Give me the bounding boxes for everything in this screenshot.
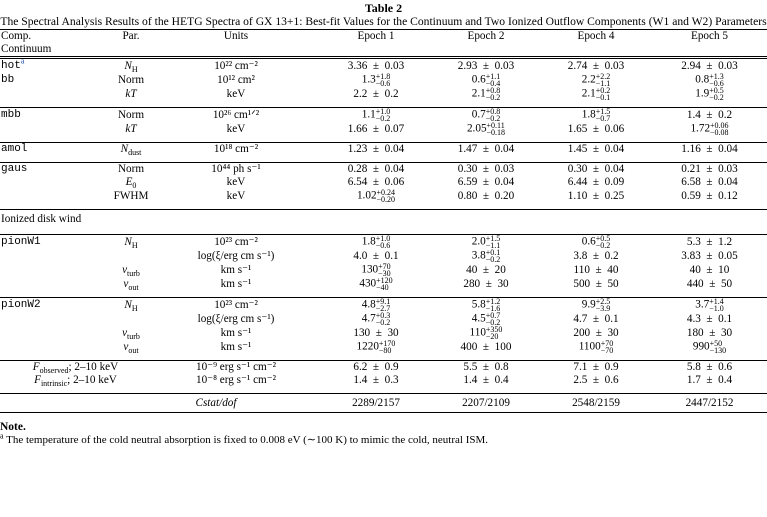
par-ndust-sub: dust bbox=[128, 148, 142, 158]
value-cell: 1.02 +0.24 −0.20 bbox=[356, 188, 396, 204]
value-cell: 1.47 ± 0.04 bbox=[431, 143, 541, 157]
value-cell: 1.72 +0.06 −0.08 bbox=[690, 121, 729, 137]
value-cell: 400 ± 100 bbox=[460, 340, 512, 353]
value-cell: 3.8 +0.1 −0.2 bbox=[471, 248, 501, 264]
value-cell: 1.1 +1.0 −0.2 bbox=[321, 108, 431, 123]
unit-cell: 10⁻⁸ erg s⁻¹ cm⁻² bbox=[195, 374, 276, 386]
header-comp: Comp. bbox=[0, 30, 111, 44]
unit-cell: km s⁻¹ bbox=[220, 263, 252, 276]
value-cell: 4.3 ± 0.1 bbox=[686, 312, 733, 325]
unit-cell: 10²² cm⁻² bbox=[214, 59, 258, 72]
table-row bbox=[0, 87, 767, 101]
value-cell: 1.8 +1.5 −0.7 bbox=[541, 108, 651, 123]
value-cell: 1.8 +1.0 −0.6 bbox=[321, 235, 431, 250]
header-epoch-5: Epoch 5 bbox=[651, 30, 767, 44]
value-cell: 1.10 ± 0.25 bbox=[567, 189, 625, 202]
par-e0-sub: 0 bbox=[132, 181, 137, 191]
table-row bbox=[0, 73, 767, 87]
table-row bbox=[0, 122, 767, 136]
table-row bbox=[0, 298, 767, 313]
value-cell: 0.30 ± 0.03 bbox=[431, 163, 541, 177]
value-cell: 130 ± 30 bbox=[353, 326, 399, 339]
par-nh-sub: H bbox=[131, 64, 138, 74]
value-cell: 4.8 +9.1 −2.7 bbox=[321, 298, 431, 313]
value-cell: 2289/2157 bbox=[321, 394, 431, 413]
note-text: The temperature of the cold neutral absorption is fixed to 0.008 eV (∼100 K) to mimic the cold, neutral ISM. bbox=[6, 434, 489, 446]
value-cell: 6.2 ± 0.9 bbox=[321, 361, 431, 375]
value-cell: 1.9 +0.5 −0.2 bbox=[695, 86, 724, 102]
comp-gaus: gaus bbox=[0, 163, 111, 177]
value-cell: 6.44 ± 0.09 bbox=[567, 176, 625, 188]
par-cell: Norm bbox=[117, 73, 145, 86]
flux-band: ; 2–10 keV bbox=[67, 374, 117, 386]
unit-cell: keV bbox=[226, 122, 246, 135]
value-cell: 1.66 ± 0.07 bbox=[347, 122, 405, 135]
par-cell: log(ξ/erg cm s⁻¹) bbox=[197, 312, 275, 325]
value-cell: 3.36 ± 0.03 bbox=[347, 59, 405, 72]
value-cell: 7.1 ± 0.9 bbox=[541, 361, 651, 375]
value-cell: 4.0 ± 0.1 bbox=[353, 249, 399, 262]
value-cell: 0.28 ± 0.04 bbox=[321, 163, 431, 177]
value-cell: 2.74 ± 0.03 bbox=[567, 59, 625, 72]
value-cell: 130 +70 −30 bbox=[361, 262, 391, 278]
value-cell: 0.6 +1.1 −0.4 bbox=[471, 72, 501, 88]
table-row bbox=[0, 143, 767, 157]
value-cell: 990 +50 −130 bbox=[692, 339, 727, 355]
comp-hot: hot bbox=[1, 60, 21, 72]
value-cell: 180 ± 30 bbox=[686, 326, 733, 339]
results-table bbox=[0, 29, 767, 413]
header-row-2 bbox=[0, 43, 767, 58]
value-cell: 2.94 ± 0.03 bbox=[681, 59, 738, 72]
value-cell: 3.83 ± 0.05 bbox=[681, 249, 738, 262]
comp-mbb: mbb bbox=[0, 108, 111, 123]
table-row bbox=[0, 394, 767, 413]
value-cell: 6.58 ± 0.04 bbox=[681, 176, 738, 188]
table-row: $F_{intrinsic}$; 2–10 keV 10⁻⁸ erg s⁻¹ cm⁻² 1.4 ± 0.3 1.4 ± 0.4 2.5 ± 0.6 1.7 ± 0.4 bbox=[0, 374, 767, 387]
value-cell: 1.16 ± 0.04 bbox=[651, 143, 767, 157]
value-cell: 200 ± 30 bbox=[573, 326, 619, 339]
unit-cell: 10²³ cm⁻² bbox=[151, 235, 321, 250]
value-cell: 2.1 +0.8 −0.2 bbox=[471, 86, 501, 102]
par-cell: kT bbox=[125, 87, 137, 100]
value-cell: 40 ± 10 bbox=[689, 263, 730, 276]
unit-cell: keV bbox=[226, 87, 246, 100]
table-row bbox=[0, 108, 767, 123]
note-text-line bbox=[0, 431, 767, 447]
header-par: Par. bbox=[111, 30, 151, 44]
value-cell: 1.4 ± 0.3 bbox=[353, 374, 399, 386]
par-cell: Norm bbox=[111, 163, 151, 177]
table-row bbox=[0, 249, 767, 263]
par-cell: Norm bbox=[111, 108, 151, 123]
table-row bbox=[0, 210, 767, 229]
unit-cell: keV bbox=[226, 189, 246, 202]
value-cell: 2.0 +1.5 −1.1 bbox=[431, 235, 541, 250]
value-cell: 4.7 ± 0.1 bbox=[573, 312, 619, 325]
value-cell: 110 ± 40 bbox=[573, 263, 619, 276]
value-cell: 0.59 ± 0.12 bbox=[681, 189, 738, 202]
cstat-label: Cstat/dof bbox=[111, 394, 321, 413]
value-cell: 5.8 ± 0.6 bbox=[651, 361, 767, 375]
table-row: $F_{observed}$; 2–10 keV 10⁻⁹ erg s⁻¹ cm⁻² 6.2 ± 0.9 5.5 ± 0.8 7.1 ± 0.9 5.8 ± 0.6 bbox=[0, 361, 767, 375]
comp-amol: amol bbox=[0, 143, 111, 157]
value-cell: 1.65 ± 0.06 bbox=[567, 122, 625, 135]
header-epoch-1: Epoch 1 bbox=[321, 30, 431, 44]
value-cell: 4.5 +0.7 −0.2 bbox=[471, 311, 501, 327]
table-row: $v_{turb}$ km s⁻¹ 130 +70 −30 40 ± 20 110 ± 40 40 ± 10 bbox=[0, 263, 767, 277]
value-cell: 2447/2152 bbox=[651, 394, 767, 413]
comp-pionw2: pionW2 bbox=[0, 298, 111, 313]
header-epoch-2: Epoch 2 bbox=[431, 30, 541, 44]
value-cell: 2.93 ± 0.03 bbox=[457, 59, 515, 72]
note-heading: Note. bbox=[0, 421, 26, 433]
unit-cell: km s⁻¹ bbox=[220, 326, 252, 339]
value-cell: 500 ± 50 bbox=[573, 277, 619, 290]
value-cell: 2.1 +0.2 −0.1 bbox=[581, 86, 611, 102]
header-row-1 bbox=[0, 30, 767, 44]
table-row bbox=[0, 163, 767, 177]
par-ndust: N bbox=[120, 143, 129, 155]
value-cell: 5.5 ± 0.8 bbox=[431, 361, 541, 375]
value-cell: 1.3 +1.8 −0.6 bbox=[361, 72, 391, 88]
header-epoch-4: Epoch 4 bbox=[541, 30, 651, 44]
value-cell: 1.45 ± 0.04 bbox=[541, 143, 651, 157]
par-cell: kT bbox=[125, 122, 137, 135]
value-cell: 1.4 ± 0.4 bbox=[463, 374, 509, 386]
value-cell: 0.21 ± 0.03 bbox=[651, 163, 767, 177]
value-cell: 40 ± 20 bbox=[466, 263, 506, 276]
par-nh: N bbox=[124, 235, 132, 248]
value-cell: 430 +120 −40 bbox=[359, 276, 393, 292]
value-cell: 1.23 ± 0.04 bbox=[321, 143, 431, 157]
footnote-mark[interactable]: a bbox=[20, 56, 25, 66]
value-cell: 2.2 +2.2 −1.1 bbox=[581, 72, 611, 88]
table-label: Table 2 bbox=[364, 1, 403, 15]
table-row: $v_{out}$ km s⁻¹ 1220 +170 −80 400 ± 100 1100 +70 −70 990 +50 −130 bbox=[0, 340, 767, 354]
value-cell: 9.9 +2.5 −3.9 bbox=[541, 298, 651, 313]
table-caption: The Spectral Analysis Results of the HETG Spectra of GX 13+1: Best-fit Values for the Continuum and Two Ionized Outflow Components (W1 and W2) Parameters bbox=[0, 15, 767, 28]
value-cell: 0.7 +0.8 −0.2 bbox=[431, 108, 541, 123]
comp-bb: bb bbox=[1, 73, 15, 86]
table-row: $v_{out}$ km s⁻¹ 430 +120 −40 280 ± 30 500 ± 50 440 ± 50 bbox=[0, 277, 767, 291]
par-e0: E bbox=[125, 176, 133, 188]
table-row bbox=[0, 312, 767, 326]
value-cell: 2.5 ± 0.6 bbox=[573, 374, 619, 386]
value-cell: 3.7 +1.4 −1.0 bbox=[651, 298, 767, 313]
value-cell: 2.05 +0.11 −0.18 bbox=[466, 121, 506, 137]
value-cell: 1.7 ± 0.4 bbox=[686, 374, 733, 386]
value-cell: 0.6 +0.5 −0.2 bbox=[541, 235, 651, 250]
value-cell: 4.7 +0.3 −0.2 bbox=[361, 311, 391, 327]
unit-cell: 10⁻⁹ erg s⁻¹ cm⁻² bbox=[151, 361, 321, 375]
value-cell: 0.8 +1.3 −0.6 bbox=[695, 72, 724, 88]
value-cell: 1100 +70 −70 bbox=[578, 339, 614, 355]
unit-cell: 10²⁶ cm¹ᐟ² bbox=[151, 108, 321, 123]
value-cell: 6.59 ± 0.04 bbox=[457, 176, 515, 188]
unit-cell: km s⁻¹ bbox=[220, 340, 252, 353]
unit-cell: km s⁻¹ bbox=[220, 277, 252, 290]
value-cell: 2548/2159 bbox=[541, 394, 651, 413]
unit-cell: keV bbox=[226, 176, 246, 188]
par-cell: FWHM bbox=[113, 189, 149, 202]
value-cell: 1220 +170 −80 bbox=[356, 339, 396, 355]
value-cell: 0.30 ± 0.04 bbox=[541, 163, 651, 177]
unit-cell: 10⁴⁴ ph s⁻¹ bbox=[151, 163, 321, 177]
value-cell: 110 +350 −20 bbox=[469, 325, 503, 341]
value-cell: 2207/2109 bbox=[431, 394, 541, 413]
par-nh-sub: H bbox=[131, 303, 138, 313]
value-cell: 3.8 ± 0.2 bbox=[573, 249, 619, 262]
value-cell: 6.54 ± 0.06 bbox=[347, 176, 405, 188]
header-units: Units bbox=[151, 30, 321, 44]
section-wind-heading: Ionized disk wind bbox=[0, 210, 767, 229]
unit-cell: 10¹⁸ cm⁻² bbox=[151, 143, 321, 157]
comp-pionw1: pionW1 bbox=[0, 235, 111, 250]
value-cell: 5.8 +1.2 −1.6 bbox=[431, 298, 541, 313]
par-cell: log(ξ/erg cm s⁻¹) bbox=[197, 249, 275, 262]
table-row bbox=[0, 189, 767, 203]
flux-band: ; 2–10 keV bbox=[68, 361, 119, 373]
value-cell: 5.3 ± 1.2 bbox=[651, 235, 767, 250]
par-nh: N bbox=[124, 298, 132, 311]
note-mark: a bbox=[0, 431, 4, 441]
header-continuum: Continuum bbox=[0, 43, 111, 58]
table-row bbox=[0, 58, 767, 74]
value-cell: 1.4 ± 0.2 bbox=[651, 108, 767, 123]
unit-cell: 10²³ cm⁻² bbox=[151, 298, 321, 313]
value-cell: 0.80 ± 0.20 bbox=[457, 189, 515, 202]
table-row bbox=[0, 235, 767, 250]
table-row: $v_{turb}$ km s⁻¹ 130 ± 30 110 +350 −20 200 ± 30 180 ± 30 bbox=[0, 326, 767, 340]
value-cell: 280 ± 30 bbox=[463, 277, 509, 290]
par-nh: N bbox=[124, 59, 132, 72]
unit-cell: 10¹² cm² bbox=[217, 73, 255, 86]
value-cell: 440 ± 50 bbox=[686, 277, 733, 290]
par-nh-sub: H bbox=[131, 240, 138, 250]
value-cell: 2.2 ± 0.2 bbox=[353, 87, 399, 100]
